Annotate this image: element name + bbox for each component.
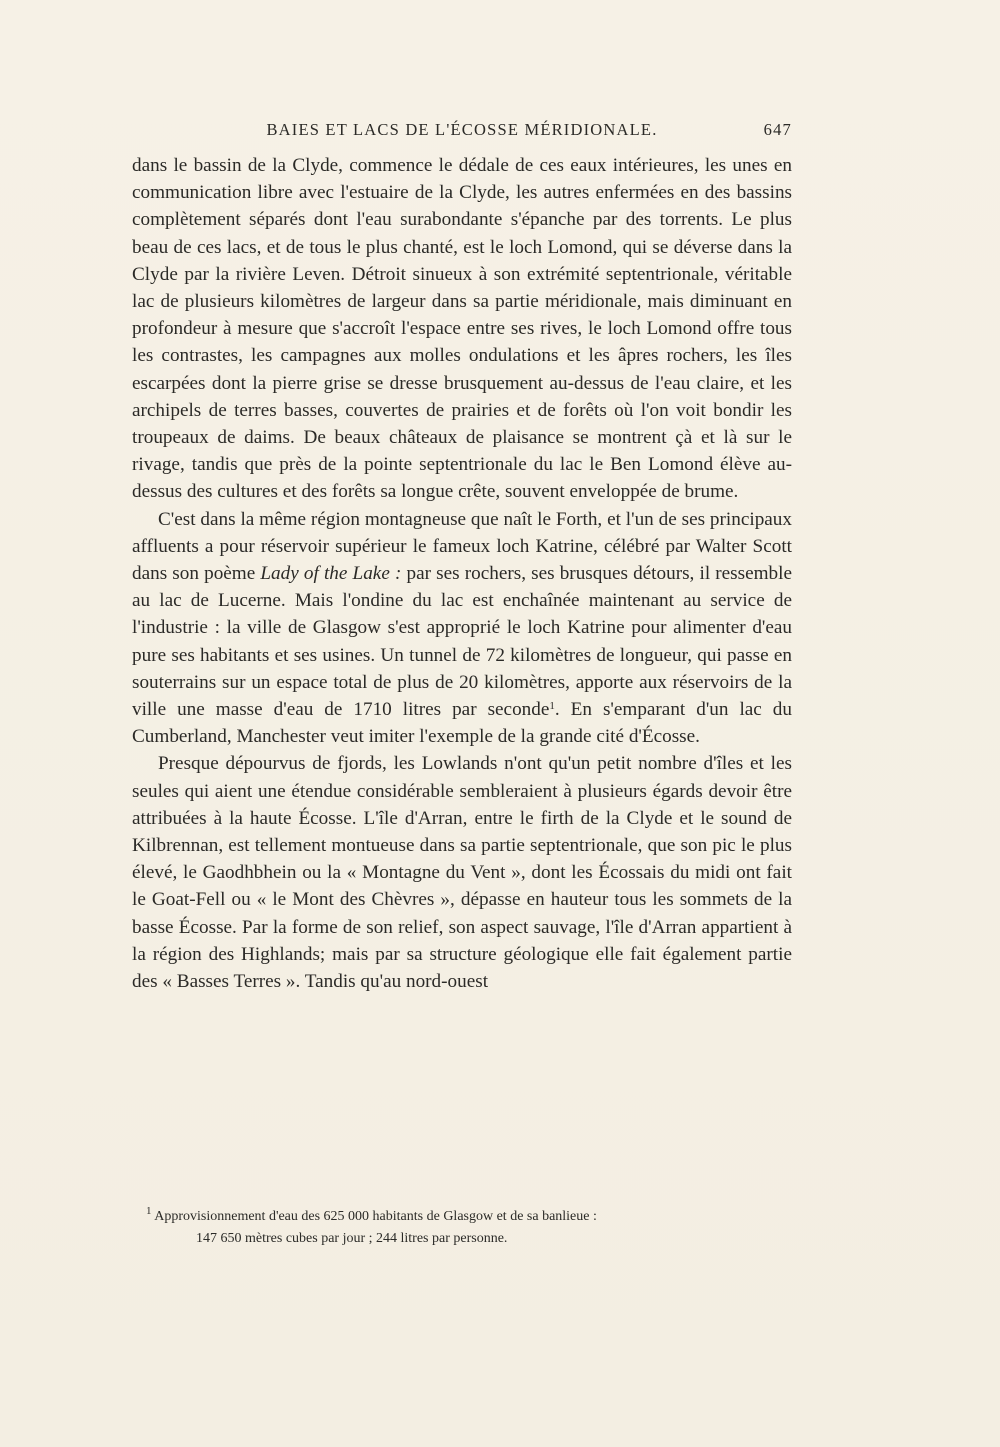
paragraph-1: dans le bassin de la Clyde, commence le dédale de ces eaux intérieures, les unes en communication libre avec l'estuaire de la Clyde, les autres enfermées en des bassins complètement séparés dont l'eau surabondante s'épanche par des torrents. Le plus beau de ces lacs, et de tous le plus chanté, est le loch Lomond, qui se déverse dans la Clyde par la rivière Leven. Détroit sinueux à son extrémité septentrionale, véritable lac de plusieurs kilomètres de largeur dans sa partie méridionale, mais diminuant en profondeur à mesure que s'accroît l'espace entre ses rives, le loch Lomond offre tous les contrastes, les campagnes aux molles ondulations et les âpres rochers, les îles escarpées dont la pierre grise se dresse brusquement au-dessus de l'eau claire, et les archipels de terres basses, couvertes de prairies et de forêts où l'on voit bondir les troupeaux de daims. De beaux châteaux de plaisance se montrent çà et là sur le rivage, tandis que près de la pointe septentrionale du lac le Ben Lomond élève au-dessus des cultures et des forêts sa longue crête, souvent enveloppée de brume.: [132, 155, 792, 503]
running-title: BAIES ET LACS DE L'ÉCOSSE MÉRIDIONALE.: [266, 120, 658, 139]
paragraph-3: Presque dépourvus de fjords, les Lowlands n'ont qu'un petit nombre d'îles et les seules qui aient une étendue considérable sembleraient à plusieurs égards devoir être attribuées à la haute Écosse. L'île d'Arran, entre le firth de la Clyde et le sound de Kilbrennan, est tellement montueuse dans sa partie septentrionale, que son pic le plus élevé, le Gaodhbhein ou la « Montagne du Vent », dont les Écossais du midi ont fait le Goat-Fell ou « le Mont des Chèvres », dépasse en hauteur tous les sommets de la basse Écosse. Par la forme de son relief, son aspect sauvage, l'île d'Arran appartient à la région des Highlands; mais par sa structure géologique elle fait également partie des « Basses Terres ». Tandis qu'au nord-ouest: [132, 753, 792, 993]
running-header: [132, 120, 792, 142]
page-number: 647: [763, 120, 792, 139]
footnote-line-1: [132, 1206, 792, 1228]
footnote-reference: 1: [549, 700, 555, 713]
footnote-text-1: Approvisionnement d'eau des 625 000 habitants de Glasgow et de sa banlieue :: [154, 1209, 597, 1224]
paragraph-2-text-a: C'est dans la même région montagneuse que naît le Forth, et l'un de ses principaux affluents a pour réservoir supérieur le fameux loch Katrine, célébré par Walter Scott dans son poème: [132, 508, 792, 585]
paragraph-2: [132, 506, 792, 751]
paragraph-2-text-b: par ses rochers, ses brusques détours, il ressemble au lac de Lucerne. Mais l'ondine du lac est enchaînée maintenant au service de l'industrie : la ville de Glasgow s'est approprié le loch Katrine pour alimenter d'eau pure ses habitants et ses usines. Un tunnel de 72 kilomètres de longueur, qui passe en souterrains sur un espace total de plus de 20 kilomètres, apporte aux réservoirs de la ville une masse d'eau de 1710 litres par seconde: [132, 563, 793, 721]
poem-title: Lady of the Lake :: [260, 563, 402, 585]
footnote: [132, 1206, 792, 1250]
paragraph-2-text-c: . En s'emparant d'un lac du Cumberland, Manchester veut imiter l'exemple de la grande cité d'Écosse.: [132, 699, 792, 748]
footnote-line-2: 147 650 mètres cubes par jour ; 244 litres par personne.: [196, 1231, 508, 1246]
footnote-marker: 1: [146, 1205, 152, 1217]
body-text: [132, 152, 792, 995]
